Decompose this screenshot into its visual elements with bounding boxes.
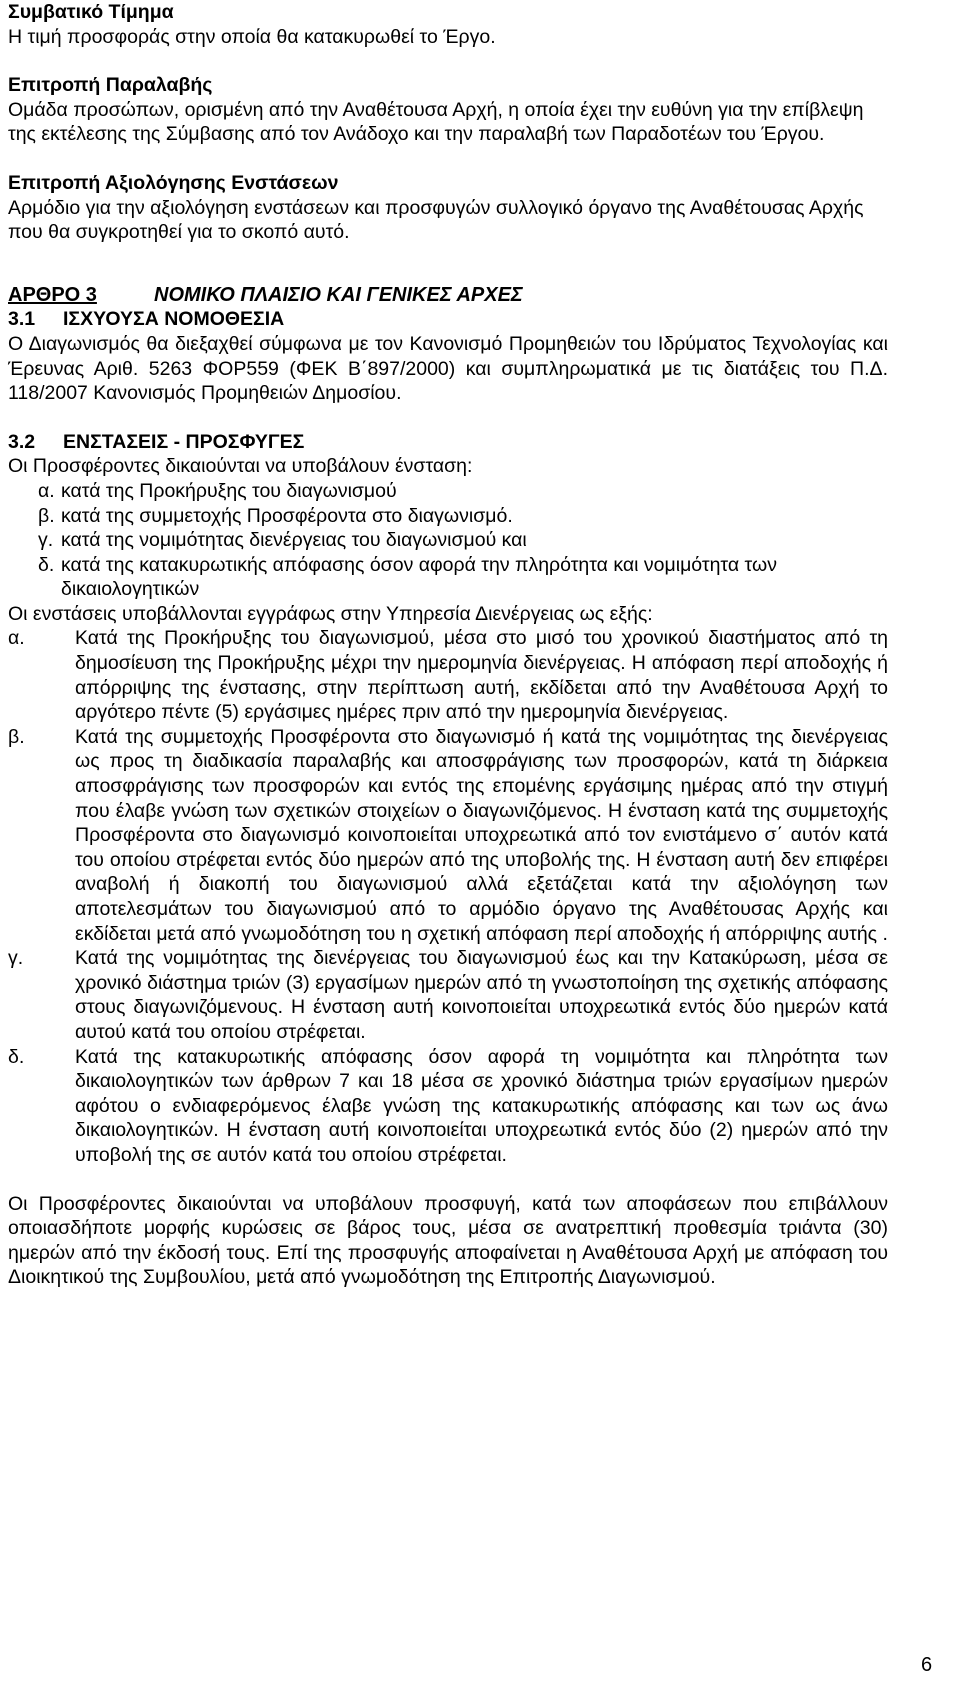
objection-grounds-list	[8, 479, 888, 602]
list-item	[8, 553, 888, 602]
list-item	[8, 504, 888, 529]
list-item-text: κατά της συμμετοχής Προσφέροντα στο διαγωνισμό.	[61, 504, 513, 527]
list-item-text: Κατά της νομιμότητας της διενέργειας του διαγωνισμού έως και την Κατακύρωση, μέσα σε χρονικό διάστημα τριών (3) εργασίμων ημερών από τη γνωστοποίηση της σχετικής απόφασης στους διαγωνιζόμενους. Η ένσταση αυτή κοινοποιείται υποχρεωτικά εντός δύο ημερών κατά αυτού κατά του οποίου στρέφεται.	[75, 947, 888, 1043]
list-item-text: κατά της Προκήρυξης του διαγωνισμού	[61, 479, 397, 502]
article-number: ΑΡΘΡΟ 3	[8, 283, 97, 306]
list-item-text: Κατά της κατακυρωτικής απόφασης όσον αφορά τη νομιμότητα και πληρότητα των δικαιολογητικών των άρθρων 7 και 18 μέσα σε χρονικό διάστημα τριών εργασίμων ημερών αφότου ο ενδιαφερόμενος έλαβε γνώση της κατακυρωτικής απόφασης και των ως άνω δικαιολογητικών. Η ένσταση αυτή κοινοποιείται υποχρεωτικά εντός δύο (2) ημερών από την υποβολή της σε αυτόν κατά του οποίου στρέφεται.	[75, 1045, 888, 1166]
list-item	[8, 479, 888, 504]
section-number: 3.1	[8, 308, 36, 331]
definition-text: Ομάδα προσώπων, ορισμένη από την Αναθέτουσα Αρχή, η οποία έχει την ευθύνη για την επίβλεψη της εκτέλεσης της Σύμβασης από τον Ανάδοχο και την παραλαβή των Παραδοτέων του Έργου.	[8, 98, 864, 146]
list-marker: α.	[8, 627, 25, 650]
appeal-paragraph: Οι Προσφέροντες δικαιούνται να υποβάλουν προσφυγή, κατά των αποφάσεων που επιβάλλουν οποιασδήποτε μορφής κυρώσεις σε βάρος τους, μέσα σε ανατρεπτική προθεσμία τριάντα (30) ημερών από την έκδοσή τους. Επί της προσφυγής αποφαίνεται η Αναθέτουσα Αρχή με απόφαση του Διοικητικού της Συμβουλίου, μετά από γνωμοδότηση της Επιτροπής Διαγωνισμού.	[8, 1192, 888, 1289]
list-marker: γ.	[8, 947, 24, 970]
definition-term: Επιτροπή Αξιολόγησης Ενστάσεων	[8, 171, 339, 194]
procedure-intro: Οι ενστάσεις υποβάλλονται εγγράφως στην Υπηρεσία Διενέργειας ως εξής:	[8, 602, 653, 625]
definition-term: Επιτροπή Παραλαβής	[8, 74, 213, 97]
definition-text: Αρμόδιο για την αξιολόγηση ενστάσεων και προσφυγών συλλογικό όργανο της Αναθέτουσας Αρχής που θα συγκροτηθεί για το σκοπό αυτό.	[8, 196, 864, 244]
section-title: ΕΝΣΤΑΣΕΙΣ - ΠΡΟΣΦΥΓΕΣ	[63, 430, 305, 453]
list-item-text: Κατά της Προκήρυξης του διαγωνισμού, μέσα στο μισό του χρονικού διαστήματος από τη δημοσίευση της Προκήρυξης μέχρι την ημερομηνία διενέργειας. Η απόφαση περί αποδοχής ή απόρριψης της ένστασης, στην περίπτωση αυτή, εκδίδεται από την Αναθέτουσα Αρχή το αργότερο πέντε (5) εργάσιμες ημέρες πριν από την ημερομηνία διενέργειας.	[75, 627, 888, 724]
section-3-2-heading	[8, 430, 888, 455]
definition-acceptance-committee	[8, 73, 888, 147]
definition-text: Η τιμή προσφοράς στην οποία θα κατακυρωθεί το Έργο.	[8, 25, 496, 48]
list-marker: α.	[38, 479, 55, 502]
list-item-text: κατά της νομιμότητας διενέργειας του διαγωνισμού και	[61, 529, 527, 552]
list-marker: β.	[8, 725, 25, 748]
list-item	[8, 1045, 888, 1168]
objection-intro: Οι Προσφέροντες δικαιούνται να υποβάλουν ένσταση:	[8, 455, 473, 478]
list-item-text: Κατά της συμμετοχής Προσφέροντα στο διαγωνισμό ή κατά της νομιμότητας της διενέργειας ως προς τη διαδικασία παραλαβής και αποσφράγισης των προσφορών, κατά τη διάρκεια αποσφράγισης των προσφορών και εντός της επομένης εργάσιμης ημέρας από την στιγμή που έλαβε γνώση των σχετικών στοιχείων ο διαγωνιζόμενος. Η ένσταση κατά της συμμετοχής Προσφέροντα στο διαγωνισμό κοινοποιείται υποχρεωτικά από τον ενιστάμενο σ΄ αυτόν κατά του οποίου στρέφεται εντός δύο ημερών από της υποβολής της. Η ένσταση αυτή δεν επιφέρει αναβολή ή διακοπή του διαγωνισμού αλλά εξετάζεται κατά την αξιολόγηση των αποτελεσμάτων του διαγωνισμού από το αρμόδιο όργανο της Αναθέτουσας Αρχής και εκδίδεται μετά από γνωμοδότηση του η σχετική απόφαση περί αποδοχής ή απόρριψης αυτής .	[75, 725, 888, 945]
section-title: ΙΣΧΥΟΥΣΑ ΝΟΜΟΘΕΣΙΑ	[63, 308, 285, 331]
article-heading	[8, 283, 888, 308]
procedure-list	[8, 626, 888, 1167]
definition-term: Συμβατικό Τίμημα	[8, 1, 174, 23]
list-item	[8, 725, 888, 946]
section-number: 3.2	[8, 430, 36, 453]
article-title: ΝΟΜΙΚΟ ΠΛΑΙΣΙΟ ΚΑΙ ΓΕΝΙΚΕΣ ΑΡΧΕΣ	[154, 283, 523, 306]
list-item	[8, 528, 888, 553]
section-3-1-heading	[8, 307, 888, 332]
section-3-1-text: Ο Διαγωνισμός θα διεξαχθεί σύμφωνα με τον Κανονισμό Προμηθειών του Ιδρύματος Τεχνολογίας και Έρευνας Αριθ. 5263 ΦΟΡ559 (ΦΕΚ Β΄897/2000) και συμπληρωματικά με τις διατάξεις του Π.Δ. 118/2007 Κανονισμός Προμηθειών Δημοσίου.	[8, 332, 888, 405]
definition-objections-committee	[8, 171, 888, 245]
list-item	[8, 626, 888, 724]
list-marker: δ.	[38, 553, 55, 576]
list-marker: δ.	[8, 1045, 25, 1068]
list-item-text: κατά της κατακυρωτικής απόφασης όσον αφορά την πληρότητα και νομιμότητα των δικαιολογητικών	[61, 553, 777, 601]
list-item	[8, 946, 888, 1044]
list-marker: γ.	[38, 529, 54, 552]
definition-contract-price	[8, 0, 888, 49]
list-marker: β.	[38, 504, 55, 527]
document-page	[8, 0, 888, 1290]
page-number: 6	[921, 1654, 933, 1676]
